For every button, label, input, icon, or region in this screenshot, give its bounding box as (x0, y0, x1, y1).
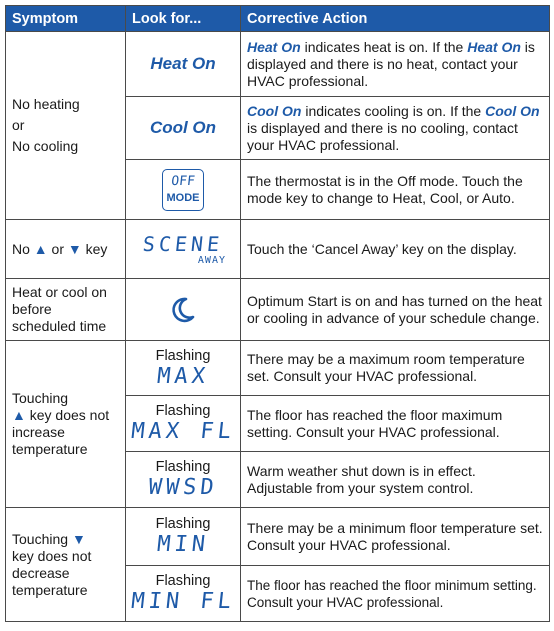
header-symptom: Symptom (6, 6, 126, 32)
table-row (6, 341, 550, 396)
moon-icon (128, 296, 238, 324)
symptom-text: Touching (12, 390, 69, 406)
off-display: OFF (170, 173, 196, 189)
mode-display: MODE (166, 191, 200, 204)
symptom-no-key (6, 220, 126, 279)
max-fl-display: MAX FL (129, 419, 237, 444)
symptom-text: Touching (12, 530, 69, 547)
look-moon (126, 279, 241, 341)
look-max (126, 341, 241, 396)
down-arrow-icon: ▼ (71, 530, 86, 547)
flashing-label: Flashing (155, 573, 211, 589)
min-display: MIN (155, 532, 211, 557)
table-row (6, 279, 550, 341)
table-row (6, 508, 550, 566)
header-corrective-action: Corrective Action (241, 6, 550, 32)
symptom-text: No heating (12, 96, 80, 112)
symptom-text: or (51, 240, 64, 257)
table-row (6, 32, 550, 97)
off-mode-icon (162, 169, 204, 211)
flashing-label: Flashing (155, 403, 211, 419)
troubleshooting-table (5, 5, 550, 622)
wwsd-display: WWSD (147, 475, 219, 500)
action-highlight: Cool On (247, 102, 302, 119)
cool-on-indicator: Cool On (149, 118, 217, 137)
header-look-for: Look for... (126, 6, 241, 32)
symptom-no-heating (6, 32, 126, 220)
up-arrow-icon: ▲ (12, 407, 26, 423)
symptom-up-key (6, 341, 126, 508)
look-heat-on (126, 32, 241, 97)
action-cool-on (241, 97, 550, 160)
min-fl-display: MIN FL (129, 589, 237, 614)
table-header-row (6, 6, 550, 32)
action-wwsd: Warm weather shut down is in effect. Adjustable from your system control. (241, 452, 550, 508)
action-max-fl: The floor has reached the floor maximum setting. Consult your HVAC professional. (241, 396, 550, 452)
action-text: is displayed and there is no heat, contact your HVAC professional. (247, 38, 535, 89)
away-display: AWAY (197, 254, 226, 266)
symptom-text: key does not decrease temperature (12, 547, 92, 598)
table-row (6, 220, 550, 279)
flashing-label: Flashing (155, 516, 211, 532)
symptom-text: No cooling (12, 138, 79, 154)
action-text: is displayed and there is no cooling, contact your HVAC professional. (247, 119, 518, 153)
action-off-mode: The thermostat is in the Off mode. Touch the mode key to change to Heat, Cool, or Auto. (241, 160, 550, 220)
action-min: There may be a minimum floor temperature set. Consult your HVAC professional. (241, 508, 550, 566)
action-text: indicates cooling is on. If the (301, 102, 486, 119)
symptom-text: No (12, 240, 30, 257)
action-text: indicates heat is on. If the (300, 38, 468, 55)
action-max: There may be a maximum room temperature set. Consult your HVAC professional. (241, 341, 550, 396)
flashing-label: Flashing (155, 459, 211, 475)
look-max-fl (126, 396, 241, 452)
heat-on-indicator: Heat On (150, 54, 216, 73)
look-scene-away (126, 220, 241, 279)
action-heat-on (241, 32, 550, 97)
look-cool-on (126, 97, 241, 160)
look-wwsd (126, 452, 241, 508)
action-highlight: Heat On (467, 38, 521, 55)
symptom-text: key does not increase temperature (12, 407, 110, 457)
flashing-label: Flashing (155, 347, 211, 364)
symptom-text: or (12, 117, 25, 133)
symptom-text: key (85, 240, 108, 257)
scene-display: SCENE (141, 231, 225, 256)
action-highlight: Cool On (485, 102, 540, 119)
look-off-mode (126, 160, 241, 220)
max-display: MAX (155, 363, 211, 389)
look-min (126, 508, 241, 566)
up-arrow-icon: ▲ (33, 240, 48, 257)
look-min-fl (126, 566, 241, 622)
action-highlight: Heat On (247, 38, 301, 55)
action-min-fl: The floor has reached the floor minimum setting. Consult your HVAC professional. (241, 566, 550, 622)
down-arrow-icon: ▼ (67, 240, 82, 257)
action-early: Optimum Start is on and has turned on the heat or cooling in advance of your schedule change. (241, 279, 550, 341)
symptom-down-key (6, 508, 126, 622)
action-scene-away: Touch the ‘Cancel Away’ key on the display. (241, 220, 550, 279)
symptom-early: Heat or cool on before scheduled time (6, 279, 126, 341)
